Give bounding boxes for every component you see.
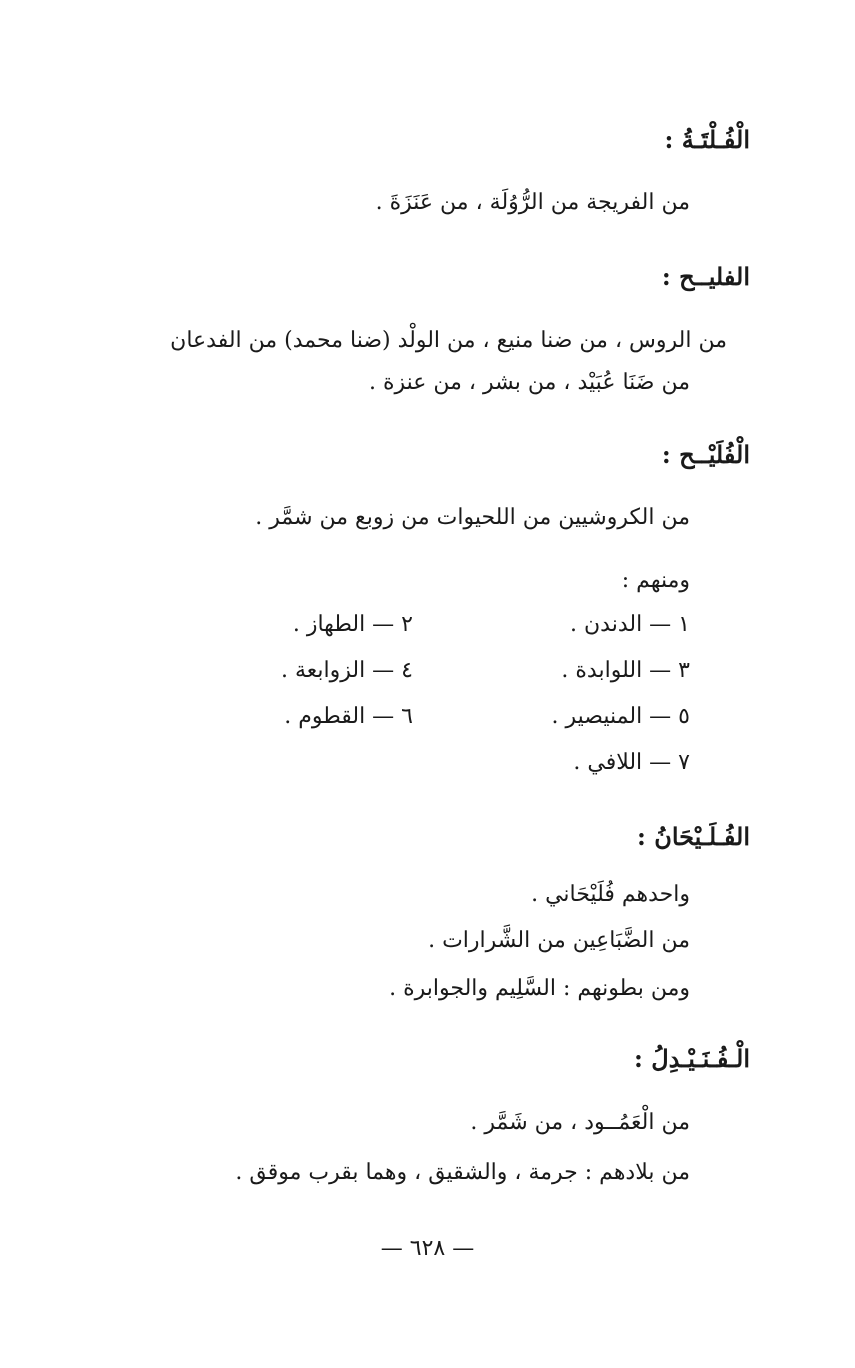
sub-intro: ومنهم :	[621, 568, 690, 593]
entry-heading-2: الفليــح :	[661, 262, 750, 291]
entry-line: من الكروشيين من اللحيوات من زوبع من شمَّر .	[255, 505, 690, 530]
entry-heading-3: الْفُلَيْــح :	[661, 440, 750, 469]
entry-heading-1: الْفُـلْتَـةُ :	[664, 125, 750, 154]
list-item: ٣ — اللوابدة .	[561, 658, 690, 683]
entry-line: من الضَّبَاعِين من الشَّرارات .	[428, 928, 690, 953]
entry-line: واحدهم فُلَيْحَاني .	[531, 882, 690, 907]
entry-line: من الفريجة من الرُّوُلَة ، من عَنَزَةَ .	[375, 190, 690, 215]
list-item: ٦ — القطوم .	[284, 704, 413, 729]
list-item: ٢ — الطهاز .	[292, 612, 413, 637]
entry-line: من ضَنَا عُبَيْد ، من بشر ، من عنزة .	[368, 370, 690, 395]
list-item: ٤ — الزوابعة .	[280, 658, 413, 683]
list-item: ١ — الدندن .	[570, 612, 690, 637]
entry-line: من بلادهم : جرمة ، والشقيق ، وهما بقرب موقق .	[235, 1160, 690, 1185]
entry-heading-5: الْـفُـنَـيْـدِلُ :	[634, 1044, 750, 1073]
list-item: ٧ — اللافي .	[573, 750, 690, 775]
page-number: — ٦٢٨ —	[380, 1236, 475, 1261]
list-item: ٥ — المنيصير .	[551, 704, 690, 729]
entry-line: من الْعَمُــود ، من شَمَّر .	[470, 1110, 690, 1135]
entry-line: ومن بطونهم : السَّلِيم والجوابرة .	[389, 976, 690, 1001]
entry-heading-4: الفُـلَـيْحَانُ :	[636, 822, 750, 851]
entry-line: من الروس ، من ضنا منيع ، من الولْد (ضنا محمد) من الفدعان	[170, 328, 727, 353]
